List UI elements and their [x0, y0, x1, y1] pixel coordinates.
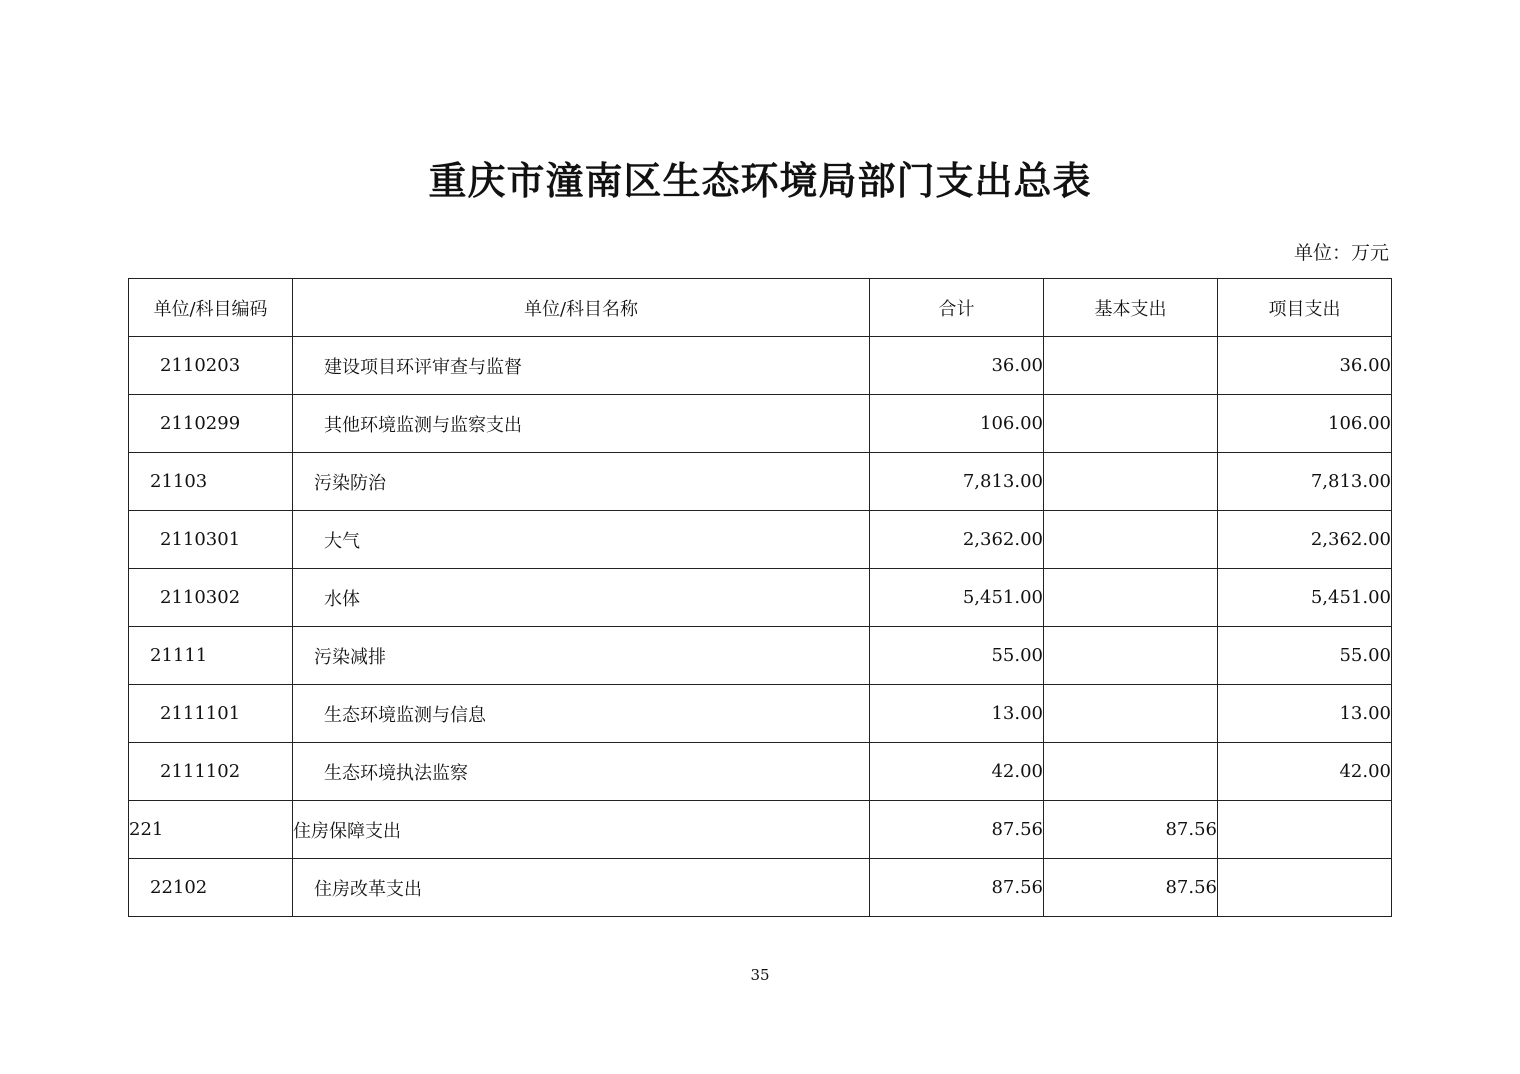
row-project-cell: 42.00: [1218, 743, 1392, 801]
header-total: 合计: [870, 279, 1044, 337]
row-name-cell: 污染防治: [293, 453, 870, 511]
table-row: [129, 859, 1392, 917]
header-code: 单位/科目编码: [129, 279, 293, 337]
row-total-cell: 5,451.00: [870, 569, 1044, 627]
row-basic-cell: [1044, 511, 1218, 569]
table-body: [129, 337, 1392, 917]
table-row: [129, 627, 1392, 685]
row-name-cell: 生态环境监测与信息: [293, 685, 870, 743]
row-name-cell: 生态环境执法监察: [293, 743, 870, 801]
row-code-cell: 2110299: [129, 395, 293, 453]
row-name-cell: 水体: [293, 569, 870, 627]
row-basic-cell: [1044, 627, 1218, 685]
table-row: [129, 743, 1392, 801]
row-name-cell: 建设项目环评审查与监督: [293, 337, 870, 395]
row-basic-cell: [1044, 743, 1218, 801]
row-project-cell: 36.00: [1218, 337, 1392, 395]
row-total-cell: 106.00: [870, 395, 1044, 453]
page-number: 35: [750, 966, 770, 984]
row-project-cell: [1218, 859, 1392, 917]
row-project-cell: 5,451.00: [1218, 569, 1392, 627]
header-project: 项目支出: [1218, 279, 1392, 337]
row-basic-cell: [1044, 569, 1218, 627]
row-total-cell: 55.00: [870, 627, 1044, 685]
page-title: 重庆市潼南区生态环境局部门支出总表: [428, 158, 1092, 203]
row-project-cell: 106.00: [1218, 395, 1392, 453]
header-basic: 基本支出: [1044, 279, 1218, 337]
table-header-row: [129, 279, 1392, 337]
row-code-cell: 2110203: [129, 337, 293, 395]
row-name-cell: 其他环境监测与监察支出: [293, 395, 870, 453]
row-code-cell: 22102: [129, 859, 293, 917]
row-project-cell: 13.00: [1218, 685, 1392, 743]
row-total-cell: 13.00: [870, 685, 1044, 743]
row-name-cell: 污染减排: [293, 627, 870, 685]
row-code-cell: 21111: [129, 627, 293, 685]
expenditure-table: [128, 278, 1392, 917]
table-row: [129, 511, 1392, 569]
row-total-cell: 42.00: [870, 743, 1044, 801]
unit-label: 单位：万元: [1293, 242, 1389, 264]
row-code-cell: 2111102: [129, 743, 293, 801]
row-total-cell: 7,813.00: [870, 453, 1044, 511]
row-total-cell: 2,362.00: [870, 511, 1044, 569]
table-row: [129, 337, 1392, 395]
row-basic-cell: 87.56: [1044, 801, 1218, 859]
row-project-cell: 7,813.00: [1218, 453, 1392, 511]
row-code-cell: 2110301: [129, 511, 293, 569]
row-code-cell: 21103: [129, 453, 293, 511]
row-project-cell: 2,362.00: [1218, 511, 1392, 569]
row-code-cell: 2110302: [129, 569, 293, 627]
row-name-cell: 住房保障支出: [293, 801, 870, 859]
row-code-cell: 2111101: [129, 685, 293, 743]
row-total-cell: 36.00: [870, 337, 1044, 395]
row-basic-cell: [1044, 395, 1218, 453]
row-name-cell: 大气: [293, 511, 870, 569]
table-row: [129, 685, 1392, 743]
table-row: [129, 569, 1392, 627]
table-row: [129, 395, 1392, 453]
table-row: [129, 453, 1392, 511]
table-row: [129, 801, 1392, 859]
row-basic-cell: 87.56: [1044, 859, 1218, 917]
row-total-cell: 87.56: [870, 801, 1044, 859]
row-project-cell: [1218, 801, 1392, 859]
row-basic-cell: [1044, 337, 1218, 395]
row-name-cell: 住房改革支出: [293, 859, 870, 917]
row-code-cell: 221: [129, 801, 293, 859]
row-total-cell: 87.56: [870, 859, 1044, 917]
row-project-cell: 55.00: [1218, 627, 1392, 685]
row-basic-cell: [1044, 453, 1218, 511]
header-name: 单位/科目名称: [293, 279, 870, 337]
row-basic-cell: [1044, 685, 1218, 743]
